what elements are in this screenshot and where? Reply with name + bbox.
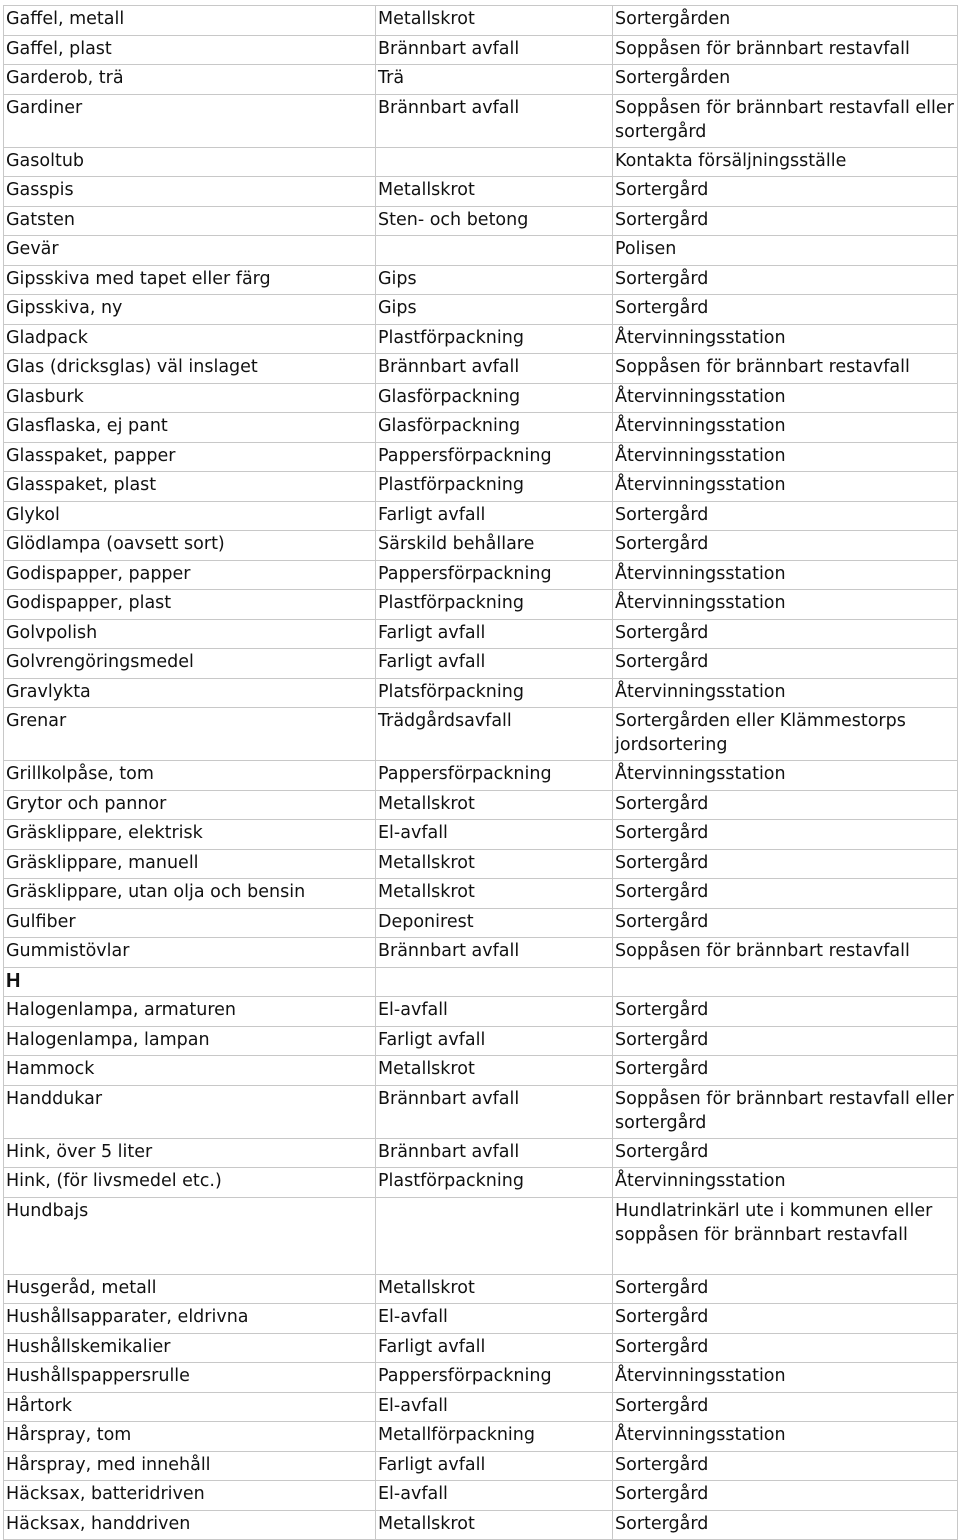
destination-cell: Sortergård	[613, 265, 958, 295]
category-cell: Brännbart avfall	[376, 938, 613, 968]
item-cell: Hårspray, med innehåll	[4, 1451, 376, 1481]
table-row	[4, 94, 958, 147]
destination-cell: Sortergård	[613, 1510, 958, 1540]
category-cell: Plastförpackning	[376, 324, 613, 354]
table-row	[4, 147, 958, 177]
table-row	[4, 177, 958, 207]
category-cell: Metallförpackning	[376, 1422, 613, 1452]
destination-cell: Återvinningsstation	[613, 472, 958, 502]
item-cell: Husgeråd, metall	[4, 1274, 376, 1304]
item-cell: Grenar	[4, 708, 376, 761]
table-row	[4, 501, 958, 531]
table-row	[4, 1026, 958, 1056]
destination-cell: Återvinningsstation	[613, 678, 958, 708]
table-row	[4, 354, 958, 384]
table-row	[4, 35, 958, 65]
category-cell: El-avfall	[376, 1392, 613, 1422]
item-cell: Halogenlampa, lampan	[4, 1026, 376, 1056]
table-row	[4, 472, 958, 502]
item-cell: Gipsskiva med tapet eller färg	[4, 265, 376, 295]
category-cell: Plastförpackning	[376, 1168, 613, 1198]
item-cell: Gräsklippare, utan olja och bensin	[4, 879, 376, 909]
destination-cell: Återvinningsstation	[613, 761, 958, 791]
category-cell: Trädgårdsavfall	[376, 708, 613, 761]
category-cell: Brännbart avfall	[376, 1085, 613, 1138]
table-row	[4, 1168, 958, 1198]
item-cell: Gladpack	[4, 324, 376, 354]
destination-cell: Soppåsen för brännbart restavfall eller sortergård	[613, 1085, 958, 1138]
item-cell: H	[4, 967, 376, 997]
item-cell: Gravlykta	[4, 678, 376, 708]
item-cell: Gasspis	[4, 177, 376, 207]
destination-cell: Återvinningsstation	[613, 1422, 958, 1452]
table-row	[4, 1422, 958, 1452]
category-cell: Glasförpackning	[376, 413, 613, 443]
item-cell: Godispapper, plast	[4, 590, 376, 620]
category-cell: Trä	[376, 65, 613, 95]
destination-cell: Sortergård	[613, 177, 958, 207]
item-cell: Gaffel, plast	[4, 35, 376, 65]
table-row	[4, 6, 958, 36]
category-cell: El-avfall	[376, 1304, 613, 1334]
table-row	[4, 879, 958, 909]
destination-cell: Återvinningsstation	[613, 560, 958, 590]
destination-cell: Återvinningsstation	[613, 1363, 958, 1393]
destination-cell: Sortergård	[613, 1274, 958, 1304]
category-cell: Platsförpackning	[376, 678, 613, 708]
item-cell: Gatsten	[4, 206, 376, 236]
table-row	[4, 1304, 958, 1334]
item-cell: Gevär	[4, 236, 376, 266]
destination-cell: Soppåsen för brännbart restavfall	[613, 938, 958, 968]
item-cell: Hink, (för livsmedel etc.)	[4, 1168, 376, 1198]
table-row	[4, 236, 958, 266]
category-cell: Glasförpackning	[376, 383, 613, 413]
category-cell: Farligt avfall	[376, 619, 613, 649]
destination-cell: Återvinningsstation	[613, 324, 958, 354]
item-cell: Glödlampa (oavsett sort)	[4, 531, 376, 561]
item-cell: Hushållskemikalier	[4, 1333, 376, 1363]
category-cell: Farligt avfall	[376, 1333, 613, 1363]
table-row	[4, 442, 958, 472]
category-cell: Metallskrot	[376, 879, 613, 909]
category-cell: Metallskrot	[376, 1056, 613, 1086]
category-cell: Farligt avfall	[376, 501, 613, 531]
category-cell: Pappersförpackning	[376, 1363, 613, 1393]
table-row	[4, 678, 958, 708]
destination-cell: Polisen	[613, 236, 958, 266]
table-row	[4, 619, 958, 649]
item-cell: Golvpolish	[4, 619, 376, 649]
destination-cell: Återvinningsstation	[613, 413, 958, 443]
item-cell: Gulfiber	[4, 908, 376, 938]
category-cell: Brännbart avfall	[376, 354, 613, 384]
destination-cell: Kontakta försäljningsställe	[613, 147, 958, 177]
destination-cell: Sortergård	[613, 879, 958, 909]
destination-cell: Sortergården	[613, 6, 958, 36]
destination-cell: Soppåsen för brännbart restavfall	[613, 35, 958, 65]
table-row	[4, 265, 958, 295]
category-cell: Gips	[376, 295, 613, 325]
destination-cell: Sortergård	[613, 1056, 958, 1086]
table-row	[4, 413, 958, 443]
category-cell	[376, 1197, 613, 1274]
category-cell: El-avfall	[376, 997, 613, 1027]
destination-cell: Sortergård	[613, 531, 958, 561]
category-cell: Farligt avfall	[376, 649, 613, 679]
table-row	[4, 761, 958, 791]
category-cell: Metallskrot	[376, 177, 613, 207]
destination-cell: Soppåsen för brännbart restavfall eller sortergård	[613, 94, 958, 147]
destination-cell: Sortergård	[613, 1451, 958, 1481]
item-cell: Hårtork	[4, 1392, 376, 1422]
table-row	[4, 1510, 958, 1540]
destination-cell: Sortergård	[613, 790, 958, 820]
category-cell: Metallskrot	[376, 790, 613, 820]
table-row	[4, 65, 958, 95]
category-cell	[376, 236, 613, 266]
table-row	[4, 790, 958, 820]
category-cell: Metallskrot	[376, 1274, 613, 1304]
destination-cell: Återvinningsstation	[613, 1168, 958, 1198]
table-row	[4, 1056, 958, 1086]
destination-cell: Sortergård	[613, 997, 958, 1027]
item-cell: Handdukar	[4, 1085, 376, 1138]
item-cell: Gräsklippare, manuell	[4, 849, 376, 879]
item-cell: Gräsklippare, elektrisk	[4, 820, 376, 850]
table-row	[4, 1451, 958, 1481]
table-row	[4, 324, 958, 354]
table-row	[4, 820, 958, 850]
category-cell: Gips	[376, 265, 613, 295]
item-cell: Grillkolpåse, tom	[4, 761, 376, 791]
destination-cell: Sortergård	[613, 1333, 958, 1363]
destination-cell: Sortergård	[613, 1392, 958, 1422]
item-cell: Gardiner	[4, 94, 376, 147]
destination-cell: Sortergård	[613, 820, 958, 850]
item-cell: Golvrengöringsmedel	[4, 649, 376, 679]
category-cell: Brännbart avfall	[376, 1138, 613, 1168]
category-cell: Särskild behållare	[376, 531, 613, 561]
section-header-row	[4, 967, 958, 997]
item-cell: Hushållspappersrulle	[4, 1363, 376, 1393]
destination-cell: Sortergård	[613, 501, 958, 531]
category-cell	[376, 147, 613, 177]
destination-cell: Återvinningsstation	[613, 590, 958, 620]
category-cell: Brännbart avfall	[376, 94, 613, 147]
waste-sorting-table	[3, 5, 958, 1540]
destination-cell: Sortergård	[613, 206, 958, 236]
item-cell: Hushållsapparater, eldrivna	[4, 1304, 376, 1334]
category-cell: Metallskrot	[376, 6, 613, 36]
item-cell: Hink, över 5 liter	[4, 1138, 376, 1168]
category-cell: Plastförpackning	[376, 590, 613, 620]
destination-cell	[613, 967, 958, 997]
destination-cell: Sortergården	[613, 65, 958, 95]
destination-cell: Sortergården eller Klämmestorps jordsortering	[613, 708, 958, 761]
item-cell: Glasspaket, plast	[4, 472, 376, 502]
table-row	[4, 295, 958, 325]
table-row	[4, 997, 958, 1027]
item-cell: Häcksax, batteridriven	[4, 1481, 376, 1511]
table-row	[4, 649, 958, 679]
item-cell: Hårspray, tom	[4, 1422, 376, 1452]
item-cell: Gummistövlar	[4, 938, 376, 968]
table-row	[4, 1481, 958, 1511]
category-cell: El-avfall	[376, 820, 613, 850]
table-row	[4, 908, 958, 938]
category-cell: Pappersförpackning	[376, 761, 613, 791]
category-cell: Metallskrot	[376, 1510, 613, 1540]
item-cell: Glasburk	[4, 383, 376, 413]
category-cell: Sten- och betong	[376, 206, 613, 236]
table-row	[4, 560, 958, 590]
destination-cell: Sortergård	[613, 619, 958, 649]
destination-cell: Soppåsen för brännbart restavfall	[613, 354, 958, 384]
table-row	[4, 383, 958, 413]
destination-cell: Sortergård	[613, 849, 958, 879]
table-body	[4, 6, 958, 1540]
category-cell: Deponirest	[376, 908, 613, 938]
table-row	[4, 1363, 958, 1393]
destination-cell: Hundlatrinkärl ute i kommunen eller soppåsen för brännbart restavfall	[613, 1197, 958, 1274]
category-cell: Plastförpackning	[376, 472, 613, 502]
destination-cell: Sortergård	[613, 1138, 958, 1168]
category-cell: Pappersförpackning	[376, 442, 613, 472]
destination-cell: Sortergård	[613, 649, 958, 679]
destination-cell: Sortergård	[613, 1481, 958, 1511]
table-row	[4, 206, 958, 236]
category-cell: El-avfall	[376, 1481, 613, 1511]
table-row	[4, 1197, 958, 1274]
item-cell: Glas (dricksglas) väl inslaget	[4, 354, 376, 384]
item-cell: Gipsskiva, ny	[4, 295, 376, 325]
table-row	[4, 1392, 958, 1422]
table-row	[4, 1274, 958, 1304]
table-row	[4, 938, 958, 968]
table-row	[4, 1138, 958, 1168]
item-cell: Godispapper, papper	[4, 560, 376, 590]
item-cell: Glykol	[4, 501, 376, 531]
category-cell: Metallskrot	[376, 849, 613, 879]
category-cell: Pappersförpackning	[376, 560, 613, 590]
category-cell: Farligt avfall	[376, 1451, 613, 1481]
table-row	[4, 1085, 958, 1138]
table-row	[4, 1333, 958, 1363]
destination-cell: Sortergård	[613, 1026, 958, 1056]
item-cell: Garderob, trä	[4, 65, 376, 95]
item-cell: Hundbajs	[4, 1197, 376, 1274]
destination-cell: Sortergård	[613, 1304, 958, 1334]
item-cell: Halogenlampa, armaturen	[4, 997, 376, 1027]
category-cell: Brännbart avfall	[376, 35, 613, 65]
destination-cell: Sortergård	[613, 295, 958, 325]
item-cell: Gasoltub	[4, 147, 376, 177]
item-cell: Hammock	[4, 1056, 376, 1086]
item-cell: Glasspaket, papper	[4, 442, 376, 472]
item-cell: Glasflaska, ej pant	[4, 413, 376, 443]
table-row	[4, 849, 958, 879]
item-cell: Häcksax, handdriven	[4, 1510, 376, 1540]
category-cell	[376, 967, 613, 997]
destination-cell: Återvinningsstation	[613, 442, 958, 472]
item-cell: Grytor och pannor	[4, 790, 376, 820]
category-cell: Farligt avfall	[376, 1026, 613, 1056]
item-cell: Gaffel, metall	[4, 6, 376, 36]
table-row	[4, 531, 958, 561]
destination-cell: Återvinningsstation	[613, 383, 958, 413]
destination-cell: Sortergård	[613, 908, 958, 938]
table-row	[4, 708, 958, 761]
table-row	[4, 590, 958, 620]
